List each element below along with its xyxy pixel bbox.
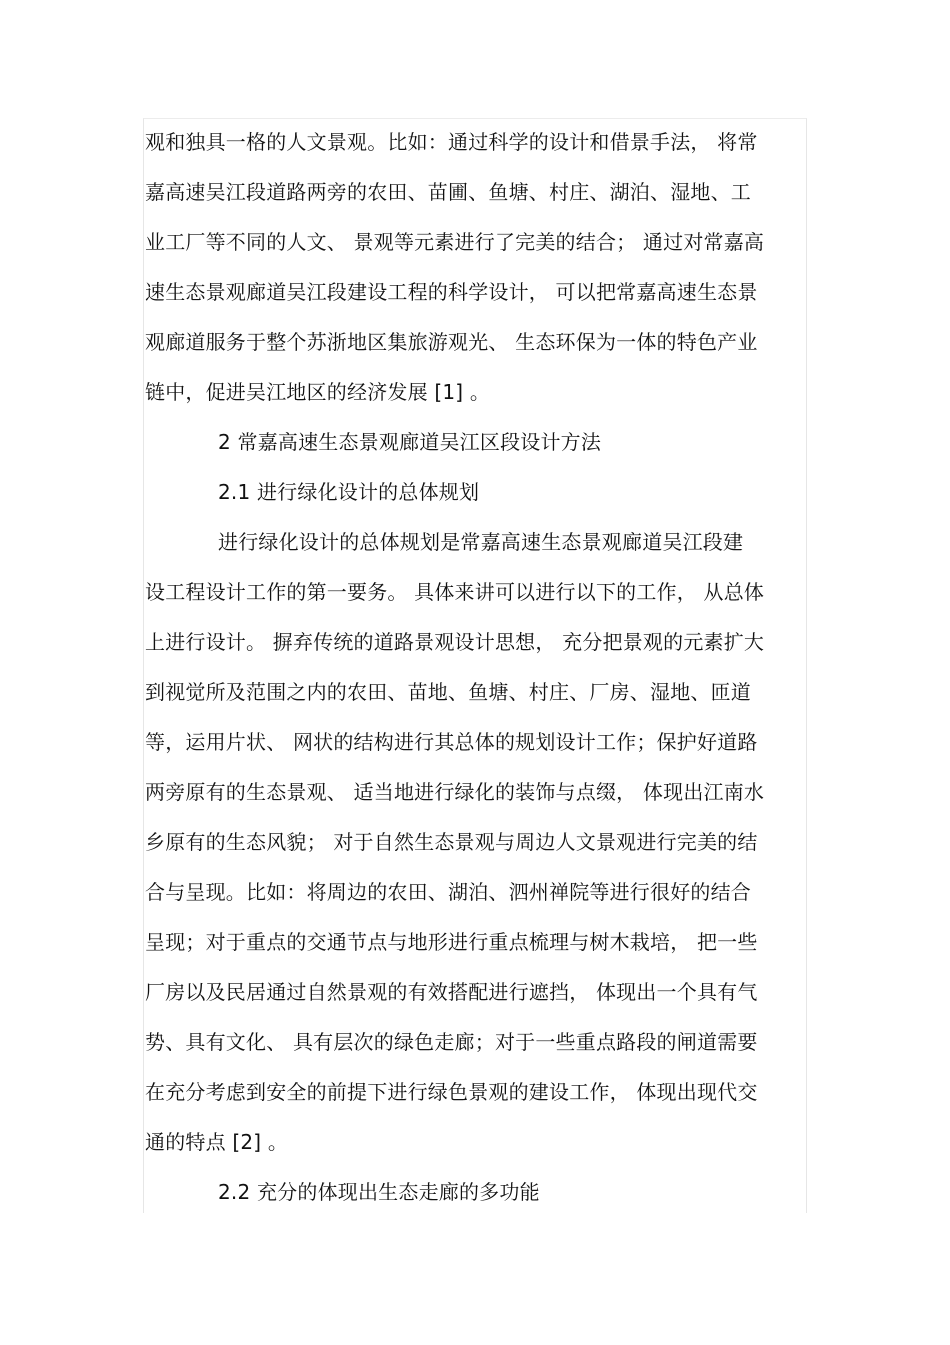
paragraph-line: 链中，促进吴江地区的经济发展 [1] 。 — [145, 380, 491, 404]
paragraph-line: 在充分考虑到安全的前提下进行绿色景观的建设工作， 体现出现代交 — [145, 1080, 758, 1104]
paragraph-line: 两旁原有的生态景观、 适当地进行绿化的装饰与点缀， 体现出江南水 — [145, 780, 765, 804]
paragraph-line: 厂房以及民居通过自然景观的有效搭配进行遮挡， 体现出一个具有气 — [145, 980, 758, 1004]
subsection-heading: 2.2 充分的体现出生态走廊的多功能 — [218, 1180, 540, 1204]
paragraph-line: 设工程设计工作的第一要务。 具体来讲可以进行以下的工作， 从总体 — [145, 580, 765, 604]
paragraph-line: 通的特点 [2] 。 — [145, 1130, 289, 1154]
paragraph-line: 观廊道服务于整个苏浙地区集旅游观光、 生态环保为一体的特色产业 — [145, 330, 758, 354]
paragraph-line: 乡原有的生态风貌； 对于自然生态景观与周边人文景观进行完美的结 — [145, 830, 758, 854]
paragraph-line: 合与呈现。比如：将周边的农田、湖泊、泗州禅院等进行很好的结合 — [145, 880, 751, 904]
paragraph-line: 嘉高速吴江段道路两旁的农田、苗圃、鱼塘、村庄、湖泊、湿地、工 — [145, 180, 751, 204]
section-heading: 2 常嘉高速生态景观廊道吴江区段设计方法 — [218, 430, 602, 454]
paragraph-line: 观和独具一格的人文景观。比如：通过科学的设计和借景手法， 将常 — [145, 130, 758, 154]
paragraph-line: 业工厂等不同的人文、 景观等元素进行了完美的结合； 通过对常嘉高 — [145, 230, 765, 254]
paragraph-line: 势、具有文化、 具有层次的绿色走廊；对于一些重点路段的闸道需要 — [145, 1030, 758, 1054]
paragraph-line: 等，运用片状、 网状的结构进行其总体的规划设计工作；保护好道路 — [145, 730, 758, 754]
paragraph-line: 速生态景观廊道吴江段建设工程的科学设计， 可以把常嘉高速生态景 — [145, 280, 758, 304]
paragraph-line: 进行绿化设计的总体规划是常嘉高速生态景观廊道吴江段建 — [218, 530, 744, 554]
paragraph-line: 呈现；对于重点的交通节点与地形进行重点梳理与树木栽培， 把一些 — [145, 930, 758, 954]
subsection-heading: 2.1 进行绿化设计的总体规划 — [218, 480, 480, 504]
paragraph-line: 到视觉所及范围之内的农田、苗地、鱼塘、村庄、厂房、湿地、匝道 — [145, 680, 751, 704]
paragraph-line: 上进行设计。 摒弃传统的道路景观设计思想， 充分把景观的元素扩大 — [145, 630, 765, 654]
